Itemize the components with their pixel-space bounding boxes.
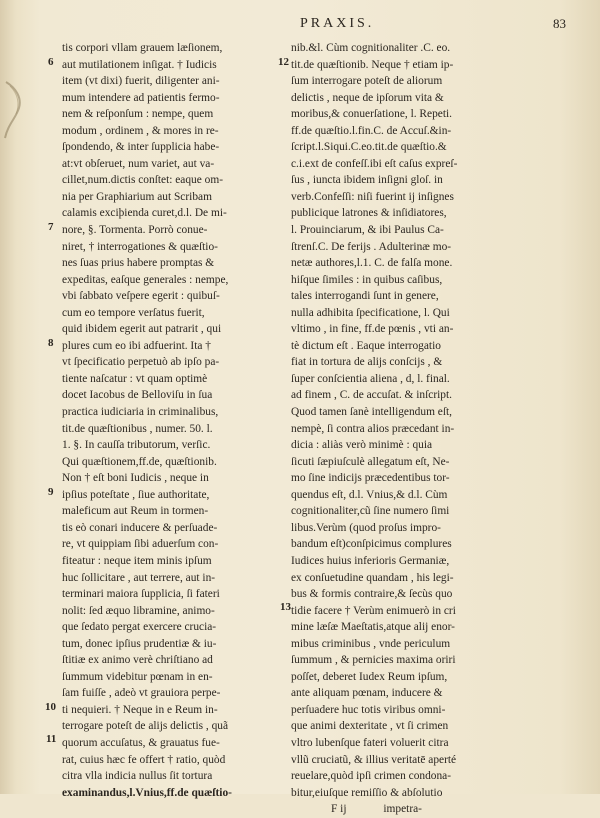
text-line: terminari maiora ſupplicia, ſi fateri: [62, 588, 220, 601]
text-line: ſicuti ſæpiuſculè allegatum eſt, Ne-: [291, 455, 450, 468]
text-line: tales interrogandi ſunt in genere,: [291, 290, 439, 303]
text-line: delictis , neque de ipſorum vita &: [291, 91, 444, 104]
text-line: vllũ cruciatũ, & illius veritatē aperté: [291, 753, 457, 766]
left-text-column: [62, 40, 282, 801]
text-line: libus.Verùm (quod proſus impro-: [291, 521, 441, 534]
text-line: niret, † interrogationes & quæſtio-: [62, 240, 218, 253]
text-line: ſtrenſ.C. De ferijs . Adulterinæ mo-: [291, 240, 452, 253]
text-line: re, vt quippiam ſibi aduerſum con-: [62, 538, 219, 551]
text-line: dicia : aliàs verò minimè : quia: [291, 439, 433, 452]
text-line: perſuadere huc totis viribus omni-: [291, 703, 446, 716]
margin-number: 6: [48, 56, 54, 68]
text-line: fiteatur : neque item minis ipſum: [62, 554, 212, 567]
text-line: item (vt dixi) fuerit, diligenter ani-: [62, 75, 220, 88]
text-line: tiente naſcatur : vt quam optimè: [62, 372, 208, 385]
text-line: 1. §. In cauſſa tributorum, verſic.: [62, 439, 211, 452]
text-line: practica iudiciaria in criminalibus,: [62, 406, 219, 419]
text-line: Quod tamen ſanè intelligendum eſt,: [291, 406, 453, 419]
margin-number: 12: [278, 56, 289, 68]
text-line: tit.de quæſtionib. Neque † etiam ip-: [291, 58, 454, 71]
signature-row: [291, 801, 541, 818]
text-line: rat, cuius hæc fe offert † ratio, quòd: [62, 753, 226, 766]
text-line: ipſius poteſtate , ſiue authoritate,: [62, 488, 210, 501]
text-line: mine læſæ Maeſtatis,atque alij enor-: [291, 621, 455, 634]
text-line: ſcript.l.Siqui.C.eo.tit.de quæſtio.&: [291, 141, 447, 154]
text-line: ſum interrogare poteſt de aliorum: [291, 75, 443, 88]
text-line: ſus , iuncta ibidem inſigni gloſ. in: [291, 174, 443, 187]
text-line: ad finem , C. de accuſat. & inſcript.: [291, 389, 452, 402]
text-line: ff.de quæſtio.l.fin.C. de Accuſ.&in-: [291, 124, 452, 137]
text-line: modum , ordinem , & mores in re-: [62, 124, 219, 137]
text-line: cum eo tempore verſatus fuerit,: [62, 306, 205, 319]
margin-number: 11: [46, 733, 57, 745]
text-line: huc ſollicitare , aut terrere, aut in-: [62, 571, 216, 584]
text-line: nem & reſponſum : nempe, quem: [62, 108, 214, 121]
page-number: 83: [553, 16, 566, 31]
margin-number: 13: [280, 601, 291, 613]
text-line: nore, §. Tormenta. Porrò conue-: [62, 224, 208, 237]
text-line: Qui quæſtionem,ff.de, quæſtionib.: [62, 455, 217, 468]
text-line: vltro lubenſque fateri voluerit citra: [291, 736, 449, 749]
text-line: tum, donec ipſius prudentiæ & iu-: [62, 637, 217, 650]
text-line: cillet,num.dictis conſtet: eaque om-: [62, 174, 224, 187]
text-line: nolit: ſed æquo libramine, animo-: [62, 604, 215, 617]
text-line: moribus,& conuerſatione, l. Repeti.: [291, 108, 453, 121]
text-line: verb.Confeſſi: niſi fuerint ij inſignes: [291, 190, 454, 203]
text-line: ſuper conſcientia aliena , d, l. final.: [291, 372, 450, 385]
text-line: quid ibidem egerit aut patrarit , qui: [62, 323, 222, 336]
text-line: bus & formis contraire,& ſecùs quo: [291, 588, 453, 601]
text-line: ſpondendo, & inter ſupplicia habe-: [62, 141, 220, 154]
text-line: terrogare poteſt de alijs delictis , quã: [62, 720, 229, 733]
text-line: nia per Graphiarium aut Scribam: [62, 190, 212, 203]
text-line: vt ſpecificatio perpetuò ab ipſo pa-: [62, 356, 220, 369]
text-line: ante aliquam pœnam, inducere &: [291, 687, 443, 700]
text-line: quorum accuſatus, & grauatus fue-: [62, 736, 220, 749]
margin-number: 9: [48, 486, 54, 498]
text-line: hiſque ſimiles : in quibus caſibus,: [291, 273, 443, 286]
running-title: PRAXIS.: [300, 16, 375, 31]
text-line: expeditas, eaſque generales : nempe,: [62, 273, 229, 286]
text-line: at:vt obſeruet, num variet, aut va-: [62, 157, 215, 170]
text-line: netæ authores,l.1. C. de falſa mone.: [291, 257, 453, 270]
running-header: [0, 16, 600, 36]
text-line: bandum eſt)conſpicimus complures: [291, 538, 452, 551]
text-line: nulla adhibita ſpecificatione, l. Qui: [291, 306, 450, 319]
text-line: quendus eſt, d.l. Vnius,& d.l. Cùm: [291, 488, 448, 501]
text-line: l. Prouinciarum, & ibi Paulus Ca-: [291, 224, 444, 237]
ink-smudge-mark: [2, 80, 28, 140]
text-line: citra vlla indicia nullus ſit tortura: [62, 770, 213, 783]
text-line: examinandus,l.Vnius,ff.de quæſtio-: [62, 786, 232, 799]
text-line: calamis exciþienda curet,d.l. De mi-: [62, 207, 227, 220]
text-line: poſſet, deberet Iudex Reum ipſum,: [291, 670, 448, 683]
right-text-column: [291, 40, 541, 818]
margin-number: 10: [45, 701, 56, 713]
text-line: Non † eſt boni Iudicis , neque in: [62, 472, 209, 485]
text-line: fiat in tortura de alijs conſcijs , &: [291, 356, 443, 369]
margin-number: 8: [48, 337, 54, 349]
text-line: ti nequieri. † Neque in e Reum in-: [62, 703, 218, 716]
text-line: vbi ſabbato veſpere egerit : quibuſ-: [62, 290, 220, 303]
text-line: docet Iacobus de Belloviſu in ſua: [62, 389, 213, 402]
text-line: publicique latrones & inſidiatores,: [291, 207, 447, 220]
text-line: ex conſuetudine quandam , his legi-: [291, 571, 454, 584]
text-line: tis corpori vllam grauem læſionem,: [62, 42, 223, 54]
margin-number: 7: [48, 221, 54, 233]
text-line: ſummum videbitur pœnam in en-: [62, 670, 213, 683]
text-line: nempè, ſi contra alios præcedant in-: [291, 422, 455, 435]
text-line: nib.&l. Cùm cognitionaliter .C. eo.: [291, 42, 451, 54]
text-line: mibus criminibus , vnde periculum: [291, 637, 451, 650]
text-line: tè dictum eſt . Eaque interrogatio: [291, 339, 441, 352]
text-line: tidie facere † Verùm enimuerò in cri: [291, 604, 456, 617]
text-line: tis eò conari inducere & perſuade-: [62, 521, 218, 534]
text-line: tit.de quæſtionibus , numer. 50. l.: [62, 422, 213, 435]
text-line: aut mutilationem inſigat. † Iudicis: [62, 58, 217, 71]
signature-mark: F ij: [331, 803, 347, 816]
text-line: reuelare,quòd ipſi crimen condona-: [291, 770, 452, 783]
text-line: c.i.ext de confeſſ.ibi eſt caſus expreſ-: [291, 157, 458, 170]
catchword: impetra-: [383, 803, 422, 816]
text-line: bitur,eiuſque remiſſio & abſolutio: [291, 786, 443, 799]
text-line: cognitionaliter,cũ ſine numero ſimi: [291, 505, 450, 518]
text-line: ſtitiæ ex animo verè chriſtiano ad: [62, 654, 213, 667]
text-line: nes ſuas prius habere promptas &: [62, 257, 215, 270]
text-line: mum intendere ad patientis fermo-: [62, 91, 220, 104]
text-line: ſummum , & pernicies maxima oriri: [291, 654, 456, 667]
text-line: Iudices huius inferioris Germaniæ,: [291, 554, 450, 567]
text-line: plures cum eo ibi adfuerint. Ita †: [62, 339, 211, 352]
text-line: que ſedato pergat exercere crucia-: [62, 621, 217, 634]
text-line: vltimo , in fine, ff.de pœnis , vti an-: [291, 323, 454, 336]
text-line: mo ſine indicijs præcedentibus tor-: [291, 472, 450, 485]
text-line: ſam fuiſſe , adeò vt grauiora perpe-: [62, 687, 221, 700]
text-line: maleficum aut Reum in tormen-: [62, 505, 209, 518]
text-line: que animi dexteritate , vt ſi crimen: [291, 720, 449, 733]
